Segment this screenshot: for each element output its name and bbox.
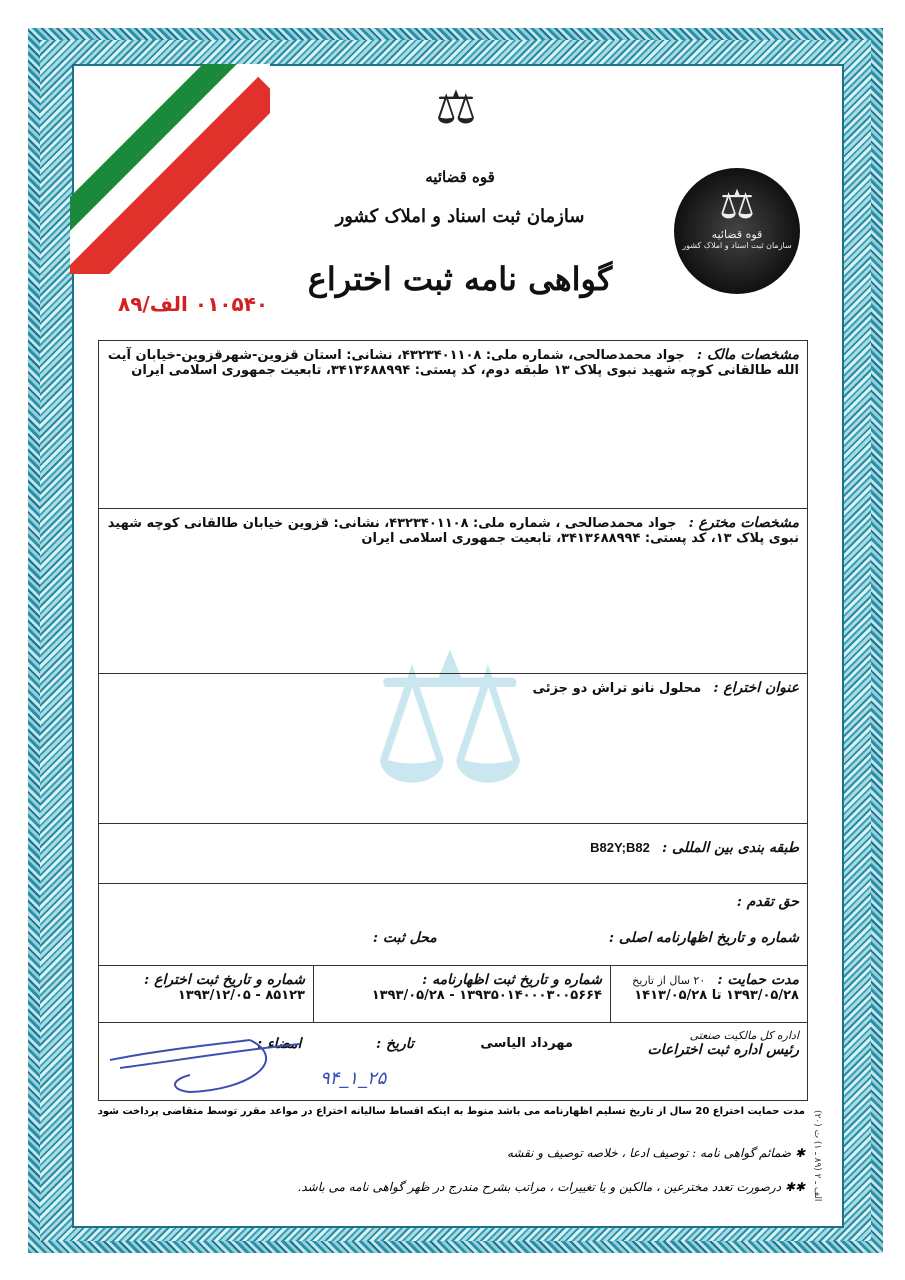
role-label: رئیس اداره ثبت اختراعات — [647, 1042, 799, 1058]
handwritten-signature — [100, 1030, 310, 1100]
protection-label: مدت حمایت : — [717, 972, 799, 988]
protection-value: ۱۳۹۳/۰۵/۲۸ تا ۱۴۱۳/۰۵/۲۸ — [634, 988, 799, 1003]
watermark-emblem-icon: ⚖ — [369, 615, 531, 824]
declaration-cell — [314, 966, 611, 1023]
multiple-inventors-note: ✱✱ درصورت تعدد مخترعین ، مالکین و یا تغییرات ، مراتب بشرح مندرج در ظهر گواهی نامه می باشد. — [297, 1180, 805, 1194]
seal-caption: سازمان ثبت اسناد و املاک کشور — [682, 241, 792, 250]
title-row — [99, 674, 808, 824]
owner-label: مشخصات مالک : — [696, 347, 799, 363]
judiciary-label: قوه قضائیه — [425, 168, 495, 186]
serial-number: ۰۱۰۵۴۰ الف/۸۹ — [118, 292, 269, 316]
handwritten-date: ۹۴_۱_۲۵ — [320, 1068, 387, 1089]
seal-title: قوه قضائیه — [711, 228, 763, 241]
protection-footnote: مدت حمایت اختراع 20 سال از تاریخ تسلیم اظهارنامه می باشد منوط به اینکه اقساط سالیانه اختراع در مواعد مقرر توسط متقاضی پرداخت شود — [97, 1106, 805, 1117]
date-label: تاریخ : — [375, 1035, 414, 1052]
registration-cell — [99, 966, 314, 1023]
inventor-row — [99, 509, 808, 674]
place-label: محل ثبت : — [372, 930, 437, 946]
certificate-table — [98, 340, 808, 1101]
certificate-title: گواهی نامه ثبت اختراع — [307, 260, 613, 298]
registration-value: ۸۵۱۲۳ - ۱۳۹۳/۱۲/۰۵ — [177, 988, 305, 1003]
inventor-value: جواد محمدصالحی ، شماره ملی: ۴۳۲۳۴۰۱۱۰۸، نشانی: قزوین خیابان طالقانی کوچه شهید نبوی پلاک ۱۳، کد پستی: ۳۴۱۳۶۸۸۹۹۴، تابعیت جمهوری اسلامی ایران — [107, 516, 799, 546]
signature-label: امضاء : — [257, 1035, 302, 1052]
iran-flag-ribbon — [70, 64, 270, 274]
attachments-note: ✱ ضمائم گواهی نامه : توصیف ادعا ، خلاصه توصیف و نقشه — [506, 1146, 805, 1160]
priority-row — [99, 884, 808, 966]
form-code: (۲۰) الف ـ ۲ (۸۹ ـ ۱) ت — [812, 1110, 822, 1202]
protection-cell — [611, 966, 808, 1023]
classification-row — [99, 824, 808, 884]
emblem-scales-icon: ⚖ — [435, 80, 477, 134]
original-declaration-label: شماره و تاریخ اظهارنامه اصلی : — [608, 930, 799, 946]
seal-scales-icon: ⚖ — [719, 182, 755, 228]
declaration-value: ۱۳۹۳۵۰۱۴۰۰۰۳۰۰۵۶۶۴ - ۱۳۹۳/۰۵/۲۸ — [371, 988, 602, 1003]
classification-value: B82Y;B82 — [590, 840, 650, 855]
judiciary-seal — [674, 168, 800, 294]
organization-label: سازمان ثبت اسناد و املاک کشور — [335, 206, 585, 227]
invention-title-value: محلول نانو تراش دو جزئی — [532, 681, 702, 696]
registration-label: شماره و تاریخ ثبت اختراع : — [144, 972, 305, 988]
owner-value: جواد محمدصالحی، شماره ملی: ۴۳۲۳۴۰۱۱۰۸، نشانی: استان قزوین-شهرقزوین-خیابان آیت الله طالقانی کوچه شهید نبوی پلاک ۱۳ طبقه دوم، کد پستی: ۳۴۱۳۶۸۸۹۹۴، تابعیت جمهوری اسلامی ایران — [107, 348, 799, 378]
inventor-label: مشخصات مخترع : — [688, 515, 799, 531]
declaration-label: شماره و تاریخ ثبت اظهارنامه : — [422, 972, 602, 988]
dept-label: اداره کل مالکیت صنعتی — [689, 1029, 799, 1042]
classification-label: طبقه بندی بین المللی : — [661, 840, 799, 856]
priority-label: حق تقدم : — [736, 894, 799, 910]
invention-title-label: عنوان اختراع : — [713, 680, 799, 696]
owner-row — [99, 341, 808, 509]
signatory-name: مهرداد الیاسی — [480, 1036, 573, 1051]
protection-note: ۲۰ سال از تاریخ — [632, 974, 706, 987]
